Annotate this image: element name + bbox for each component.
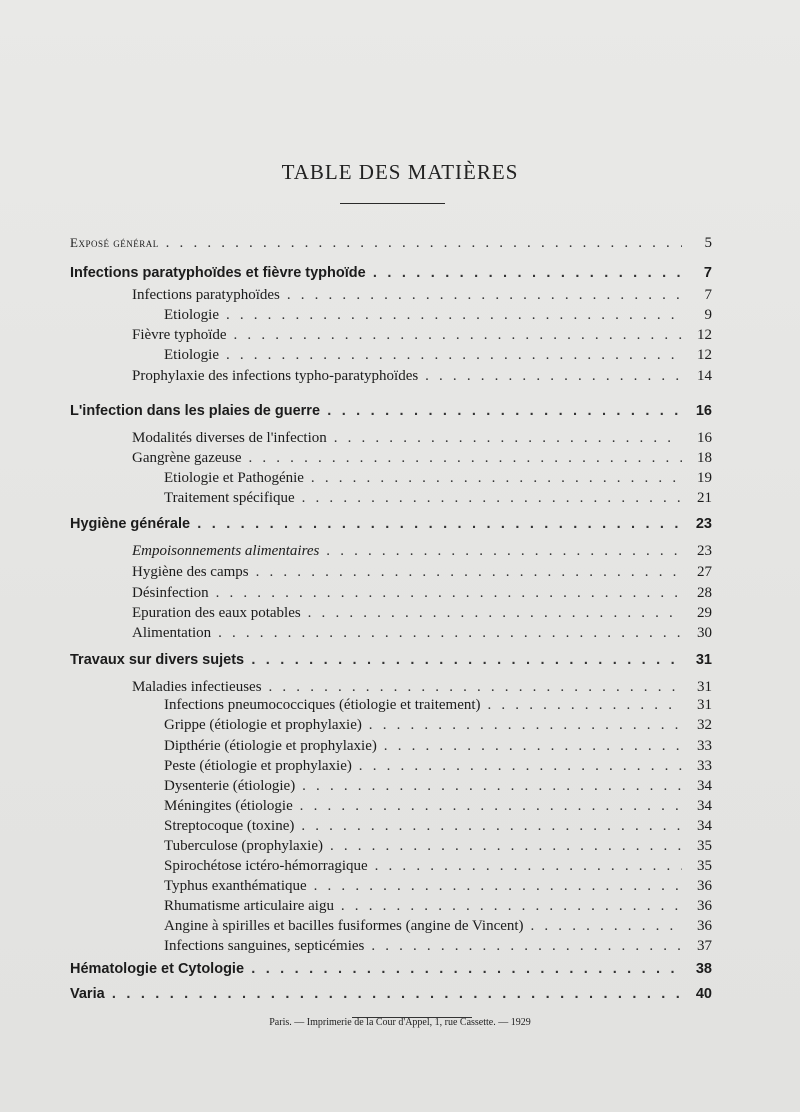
toc-page-number: 33 xyxy=(697,758,712,774)
toc-entry xyxy=(164,488,712,508)
toc-entry-text: Rhumatisme articulaire aigu xyxy=(164,898,334,914)
toc-entry-text: Typhus exanthématique xyxy=(164,878,307,894)
toc-entry xyxy=(70,984,712,1004)
toc-entry-text: Tuberculose (prophylaxie) xyxy=(164,838,323,854)
toc-entry xyxy=(132,366,712,386)
toc-entry xyxy=(132,603,712,623)
toc-entry-text: Modalités diverses de l'infection xyxy=(132,430,327,446)
toc-entry-text: L'infection dans les plaies de guerre xyxy=(70,403,321,419)
toc-entry xyxy=(164,776,712,796)
toc-page-number: 32 xyxy=(697,717,712,733)
toc-page-number: 33 xyxy=(697,738,712,754)
toc-entry-text: Méningites (étiologie xyxy=(164,798,293,814)
toc-page-number: 30 xyxy=(697,625,712,641)
toc-page-number: 34 xyxy=(697,818,712,834)
toc-entry-text: Etiologie et Pathogénie xyxy=(164,470,304,486)
toc-page-number: 37 xyxy=(697,938,712,954)
toc-page-number: 34 xyxy=(697,778,712,794)
toc-entry-text: Exposé général xyxy=(70,235,159,250)
toc-page-number: 14 xyxy=(697,368,712,384)
toc-entry xyxy=(164,736,712,756)
toc-page-number: 28 xyxy=(697,585,712,601)
toc-entry xyxy=(70,959,712,979)
toc-entry-text: Angine à spirilles et bacilles fusiformes (angine de Vincent) xyxy=(164,918,524,934)
toc-page-number: 27 xyxy=(697,564,712,580)
page-title: TABLE DES MATIÈRES xyxy=(281,160,519,184)
toc-page-number: 16 xyxy=(697,430,712,446)
toc-page-number: 36 xyxy=(697,898,712,914)
toc-entry-text: Hématologie et Cytologie xyxy=(70,961,245,977)
toc-entry-text: Spirochétose ictéro-hémorragique xyxy=(164,858,368,874)
toc-entry-text: Maladies infectieuses xyxy=(132,679,262,695)
toc-entry-text: Alimentation xyxy=(132,625,212,641)
toc-entry-text: Infections paratyphoïdes et fièvre typhoïde xyxy=(70,265,366,281)
toc-entry xyxy=(164,816,712,836)
toc-entry xyxy=(164,916,712,936)
toc-entry xyxy=(164,468,712,488)
toc-entry-text: Etiologie xyxy=(164,347,219,363)
toc-page-number: 19 xyxy=(697,470,712,486)
printer-footer: Paris. — Imprimerie de la Cour d'Appel, 1, rue Cassette. — 1929 xyxy=(269,1017,531,1028)
toc-entry xyxy=(132,583,712,603)
toc-entry xyxy=(132,562,712,582)
toc-entry-text: Peste (étiologie et prophylaxie) xyxy=(164,758,352,774)
toc-entry xyxy=(164,695,712,715)
toc-page-number: 40 xyxy=(695,986,712,1002)
toc-entry xyxy=(164,836,712,856)
toc-entry xyxy=(70,650,712,670)
toc-entry-text: Epuration des eaux potables xyxy=(132,605,301,621)
toc-entry-text: Empoisonnements alimentaires xyxy=(132,543,320,559)
toc-entry xyxy=(164,756,712,776)
toc-entry xyxy=(164,305,712,325)
toc-entry xyxy=(132,428,712,448)
toc-page-number: 23 xyxy=(695,516,712,532)
toc-entry xyxy=(164,856,712,876)
toc-entry-text: Désinfection xyxy=(132,585,209,601)
toc-entry-text: Hygiène générale xyxy=(70,516,191,532)
toc-entry xyxy=(164,345,712,365)
toc-entry-text: Gangrène gazeuse xyxy=(132,450,242,466)
toc-entry xyxy=(164,876,712,896)
toc-entry xyxy=(164,936,712,956)
toc-entry-text: Travaux sur divers sujets xyxy=(70,652,245,668)
toc-page-number: 31 xyxy=(697,697,712,713)
toc-page-number: 29 xyxy=(697,605,712,621)
toc-entry xyxy=(70,401,712,421)
toc-entry xyxy=(132,285,712,305)
toc-page-number: 34 xyxy=(697,798,712,814)
toc-entry xyxy=(132,541,712,561)
toc-entry xyxy=(164,896,712,916)
toc-page-number: 18 xyxy=(697,450,712,466)
toc-entry xyxy=(132,325,712,345)
toc-entry-text: Streptocoque (toxine) xyxy=(164,818,295,834)
toc-page-number: 7 xyxy=(703,265,712,281)
toc-entry-text: Dipthérie (étiologie et prophylaxie) xyxy=(164,738,377,754)
toc-page-number: 21 xyxy=(697,490,712,506)
toc-page-number: 35 xyxy=(697,858,712,874)
toc-entry-text: Etiologie xyxy=(164,307,219,323)
toc-entry xyxy=(164,715,712,735)
toc-page-number: 36 xyxy=(697,918,712,934)
toc-entry-text: Grippe (étiologie et prophylaxie) xyxy=(164,717,362,733)
toc-entry xyxy=(70,233,712,253)
toc-entry-text: Infections sanguines, septicémies xyxy=(164,938,365,954)
toc-entry-text: Hygiène des camps xyxy=(132,564,249,580)
toc-page-number: 12 xyxy=(697,347,712,363)
toc-page-number: 31 xyxy=(695,652,712,668)
toc-entry-text: Traitement spécifique xyxy=(164,490,295,506)
toc-entry-text: Infections pneumococciques (étiologie et traitement) xyxy=(164,697,481,713)
toc-page-number: 35 xyxy=(697,838,712,854)
toc-page-number: 31 xyxy=(697,679,712,695)
toc-page-number: 23 xyxy=(697,543,712,559)
toc-entry-text: Varia xyxy=(70,986,105,1002)
toc-entry xyxy=(164,796,712,816)
toc-entry-text: Fièvre typhoïde xyxy=(132,327,227,343)
toc-entry-text: Infections paratyphoïdes xyxy=(132,287,280,303)
toc-page-number: 36 xyxy=(697,878,712,894)
toc-entry xyxy=(70,263,712,283)
toc-page-number: 16 xyxy=(695,403,712,419)
toc-entry xyxy=(132,448,712,468)
toc-entry-text: Dysenterie (étiologie) xyxy=(164,778,296,794)
toc-entry-text: Prophylaxie des infections typho-paratyphoïdes xyxy=(132,368,419,384)
toc-entry xyxy=(132,623,712,643)
toc-entry xyxy=(132,677,712,697)
toc-page-number: 7 xyxy=(704,287,712,303)
toc-page-number: 9 xyxy=(704,307,712,323)
toc-page-number: 5 xyxy=(704,235,712,251)
toc-entry xyxy=(70,514,712,534)
toc-page-number: 12 xyxy=(697,327,712,343)
toc-page-number: 38 xyxy=(695,961,712,977)
